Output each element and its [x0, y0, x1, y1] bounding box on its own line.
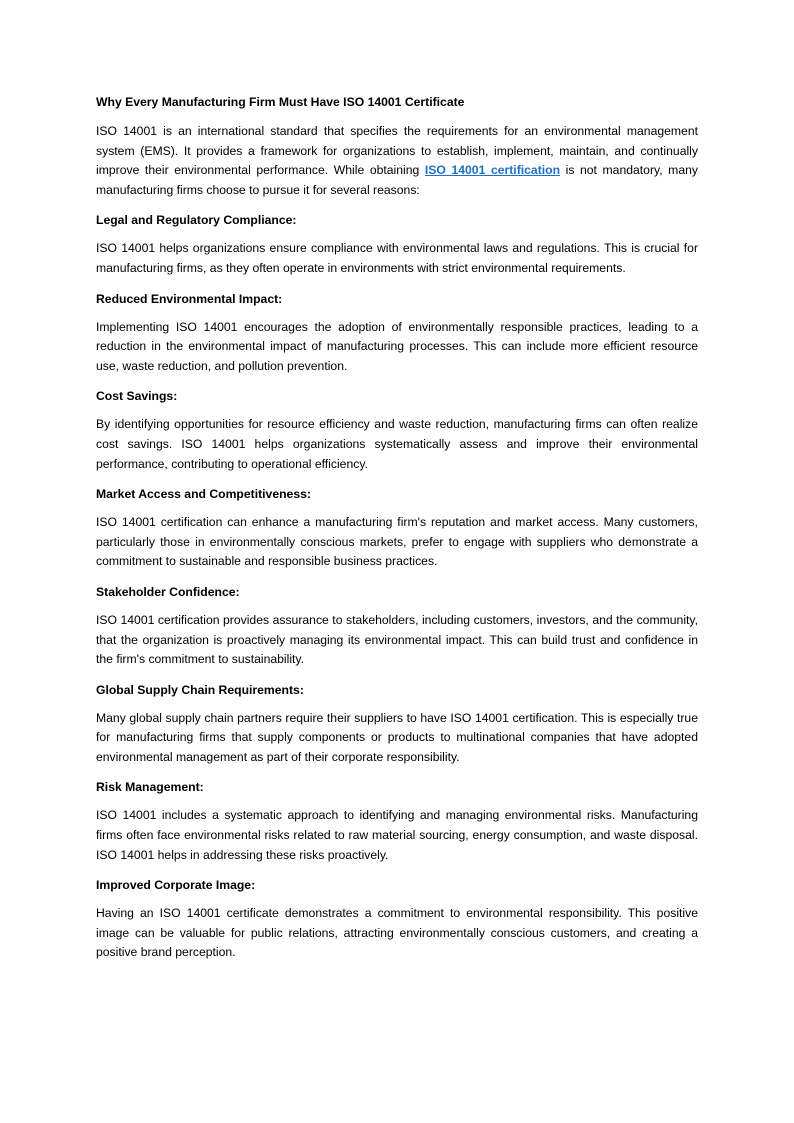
section-body-reduced-impact: Implementing ISO 14001 encourages the adoption of environmentally responsible practices, leading to a reduction in the environmental impact of manufacturing processes. This can include more efficient resource use, waste reduction, and pollution prevention.	[96, 319, 698, 373]
intro-paragraph	[96, 122, 698, 200]
section-body-corporate-image: Having an ISO 14001 certificate demonstrates a commitment to environmental responsibility. This positive image can be valuable for public relations, attracting environmentally conscious customers, and creating a positive brand perception.	[96, 906, 698, 960]
section-heading-corporate-image: Improved Corporate Image:	[96, 878, 256, 893]
section-body-market-access: ISO 14001 certification can enhance a manufacturing firm's reputation and market access. Many customers, particularly those in environmentally conscious markets, prefer to engage with suppliers who demonstrate a commitment to sustainable and responsible business practices.	[96, 515, 698, 569]
intro-text-start: ISO 14001 is an international standard that specifies the requirements for an environmental management system (EMS). It provides a framework for organizations to establish, implement, maintain, and continually improve their environmental performance. While obtaining	[96, 124, 698, 178]
section-body-legal-compliance: ISO 14001 helps organizations ensure compliance with environmental laws and regulations. This is crucial for manufacturing firms, as they often operate in environments with strict environmental requirements.	[96, 241, 698, 275]
document-page	[96, 92, 698, 973]
intro-text-end: is not mandatory, many manufacturing firms choose to pursue it for several reasons:	[96, 163, 698, 197]
section-heading-risk-management: Risk Management:	[96, 780, 204, 795]
section-body-risk-management: ISO 14001 includes a systematic approach to identifying and managing environmental risks. Manufacturing firms often face environmental risks related to raw material sourcing, energy consumption, and waste disposal. ISO 14001 helps in addressing these risks proactively.	[96, 808, 698, 862]
section-heading-cost-savings: Cost Savings:	[96, 389, 178, 404]
page-title: Why Every Manufacturing Firm Must Have ISO 14001 Certificate	[96, 95, 465, 109]
section-heading-reduced-impact: Reduced Environmental Impact:	[96, 291, 283, 306]
section-heading-supply-chain: Global Supply Chain Requirements:	[96, 682, 304, 697]
section-heading-market-access: Market Access and Competitiveness:	[96, 487, 311, 502]
section-body-cost-savings: By identifying opportunities for resource efficiency and waste reduction, manufacturing firms can often realize cost savings. ISO 14001 helps organizations systematically assess and improve their environmental performance, contributing to operational efficiency.	[96, 417, 698, 471]
section-body-supply-chain: Many global supply chain partners require their suppliers to have ISO 14001 certification. This is especially true for manufacturing firms that supply components or products to multinational companies that have adopted environmental management as part of their corporate responsibility.	[96, 710, 698, 764]
section-heading-legal-compliance: Legal and Regulatory Compliance:	[96, 213, 297, 228]
section-body-stakeholder-confidence: ISO 14001 certification provides assurance to stakeholders, including customers, investors, and the community, that the organization is proactively managing its environmental impact. This can build trust and confidence in the firm's commitment to sustainability.	[96, 612, 698, 667]
section-heading-stakeholder-confidence: Stakeholder Confidence:	[96, 584, 240, 599]
iso-14001-certification-link[interactable]: ISO 14001 certification	[424, 163, 561, 178]
